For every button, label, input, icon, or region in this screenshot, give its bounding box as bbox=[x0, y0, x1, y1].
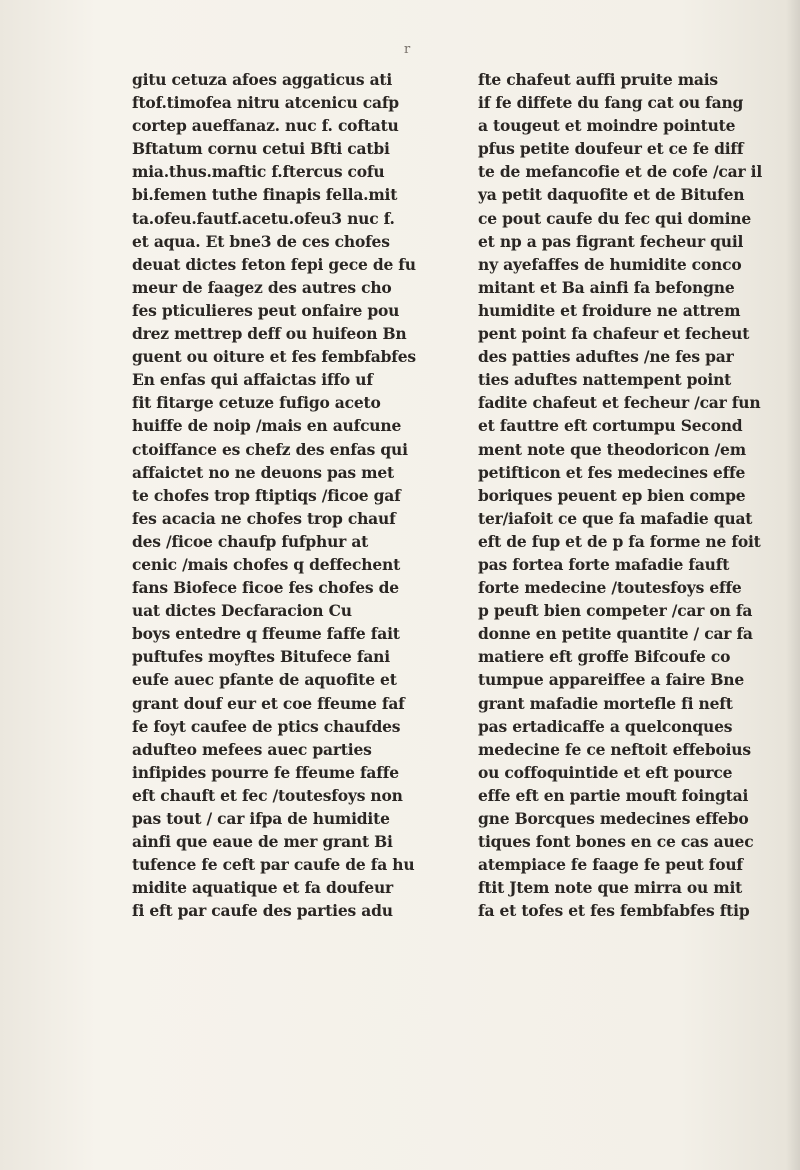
text-line: pas ertadicaffe a quelconques bbox=[478, 716, 733, 736]
text-line: a tougeut et moindre pointute bbox=[478, 116, 736, 136]
text-line: eft de fup et de p fa forme ne foit bbox=[478, 531, 761, 551]
text-line: midite aquatique et fa doufeur bbox=[132, 878, 393, 898]
text-line: et fauttre eft cortumpu Second bbox=[478, 416, 743, 436]
text-line: mitant et Ba ainfi fa befongne bbox=[478, 277, 735, 297]
text-line: puftufes moyftes Bitufece fani bbox=[132, 647, 390, 667]
text-line: meur de faagez des autres cho bbox=[132, 277, 392, 297]
text-line: fe foyt caufee de ptics chaufdes bbox=[132, 716, 401, 736]
text-line: te de mefancofie et de cofe /car il bbox=[478, 162, 763, 182]
text-line: petifticon et fes medecines effe bbox=[478, 462, 746, 482]
text-line: te chofes trop ftiptiqs /ficoe gaf bbox=[132, 485, 401, 505]
text-line: matiere eft groffe Bifcoufe co bbox=[478, 647, 731, 667]
text-line: adufteo mefees auec parties bbox=[132, 739, 372, 759]
text-line: pas tout / car ifpa de humidite bbox=[132, 809, 390, 828]
text-line: grant mafadie mortefle fi neft bbox=[478, 693, 733, 713]
text-line: ftit Jtem note que mirra ou mit bbox=[478, 878, 743, 898]
text-line: boriques peuent ep bien compe bbox=[478, 485, 746, 505]
text-line: guent ou oiture et fes fembfabfes bbox=[132, 347, 416, 367]
text-line: forte medecine /toutesfoys effe bbox=[478, 578, 742, 598]
text-line: ta.ofeu.fautf.acetu.ofeu3 nuc f. bbox=[132, 208, 395, 228]
text-line: ftof.timofea nitru atcenicu cafp bbox=[132, 93, 399, 113]
text-line: pas fortea forte mafadie fauft bbox=[478, 554, 730, 574]
text-line: fes pticulieres peut onfaire pou bbox=[132, 300, 400, 320]
text-line: tumpue appareiffee a faire Bne bbox=[478, 670, 745, 690]
text-line: if fe diffete du fang cat ou fang bbox=[478, 93, 744, 113]
text-line: tufence fe ceft par caufe de fa hu bbox=[132, 855, 415, 875]
text-line: et np a pas figrant fecheur quil bbox=[478, 231, 744, 251]
text-line: cortep aueffanaz. nuc f. coftatu bbox=[132, 116, 399, 136]
text-line: ou coffoquintide et eft pource bbox=[478, 762, 733, 782]
text-line: et aqua. Et bne3 de ces chofes bbox=[132, 231, 390, 251]
text-line: ny ayefaffes de humidite conco bbox=[478, 254, 742, 274]
text-line: boys entedre q ffeume faffe fait bbox=[132, 624, 400, 644]
text-line: eufe auec pfante de aquofite et bbox=[132, 670, 397, 690]
text-line: ce pout caufe du fec qui domine bbox=[478, 208, 752, 228]
text-line: donne en petite quantite / car fa bbox=[478, 624, 753, 644]
text-line: drez mettrep deff ou huifeon Bn bbox=[132, 324, 407, 344]
left-text-column bbox=[132, 68, 462, 922]
text-line: ter/iafoit ce que fa mafadie quat bbox=[478, 508, 753, 528]
right-text-column bbox=[478, 68, 796, 922]
text-line: fit fitarge cetuze fufigo aceto bbox=[132, 393, 381, 413]
text-line: deuat dictes feton fepi gece de fu bbox=[132, 254, 416, 274]
text-line: des patties aduftes /ne fes par bbox=[478, 347, 734, 367]
text-line: des /ficoe chaufp fufphur at bbox=[132, 531, 369, 551]
text-line: ya petit daquofite et de Bitufen bbox=[478, 185, 745, 205]
text-line: ctoiffance es chefz des enfas qui bbox=[132, 439, 408, 459]
text-line: bi.femen tuthe finapis fella.mit bbox=[132, 185, 398, 205]
text-line: pfus petite doufeur et ce fe diff bbox=[478, 139, 744, 159]
text-line: fans Biofece ficoe fes chofes de bbox=[132, 578, 399, 598]
text-line: fa et tofes et fes fembfabfes ftip bbox=[478, 901, 750, 921]
text-line: fadite chafeut et fecheur /car fun bbox=[478, 393, 761, 413]
text-line: infipides pourre fe ffeume faffe bbox=[132, 762, 399, 782]
text-line: fes acacia ne chofes trop chauf bbox=[132, 508, 396, 528]
text-line: p peuft bien competer /car on fa bbox=[478, 601, 753, 621]
text-line: gne Borcques medecines effebo bbox=[478, 809, 749, 828]
text-line: fi eft par caufe des parties adu bbox=[132, 901, 393, 921]
text-line: humidite et froidure ne attrem bbox=[478, 300, 741, 320]
text-line: uat dictes Decfaracion Cu bbox=[132, 601, 352, 621]
text-line: tiques font bones en ce cas auec bbox=[478, 832, 754, 852]
text-line: effe eft en partie mouft foingtai bbox=[478, 785, 749, 805]
text-line: grant douf eur et coe ffeume faf bbox=[132, 693, 405, 713]
text-line: En enfas qui affaictas iffo uf bbox=[132, 370, 373, 390]
text-line: atempiace fe faage fe peut fouf bbox=[478, 855, 743, 875]
text-line: ment note que theodoricon /em bbox=[478, 439, 746, 459]
text-line: ties aduftes nattempent point bbox=[478, 370, 732, 390]
text-line: gitu cetuza afoes aggaticus ati bbox=[132, 70, 393, 89]
page-mark: r bbox=[404, 42, 411, 57]
text-line: huiffe de noip /mais en aufcune bbox=[132, 416, 402, 436]
text-line: eft chauft et fec /toutesfoys non bbox=[132, 785, 403, 805]
text-line: affaictet no ne deuons pas met bbox=[132, 462, 394, 482]
text-line: mia.thus.maftic f.ftercus cofu bbox=[132, 162, 385, 182]
text-line: medecine fe ce neftoit effeboius bbox=[478, 739, 751, 759]
text-line: fte chafeut auffi pruite mais bbox=[478, 70, 718, 89]
text-line: cenic /mais chofes q deffechent bbox=[132, 554, 401, 574]
text-line: ainfi que eaue de mer grant Bi bbox=[132, 832, 393, 852]
text-line: pent point fa chafeur et fecheut bbox=[478, 324, 750, 344]
text-line: Bftatum cornu cetui Bfti catbi bbox=[132, 139, 390, 159]
page-edge-shadow bbox=[786, 0, 800, 1170]
